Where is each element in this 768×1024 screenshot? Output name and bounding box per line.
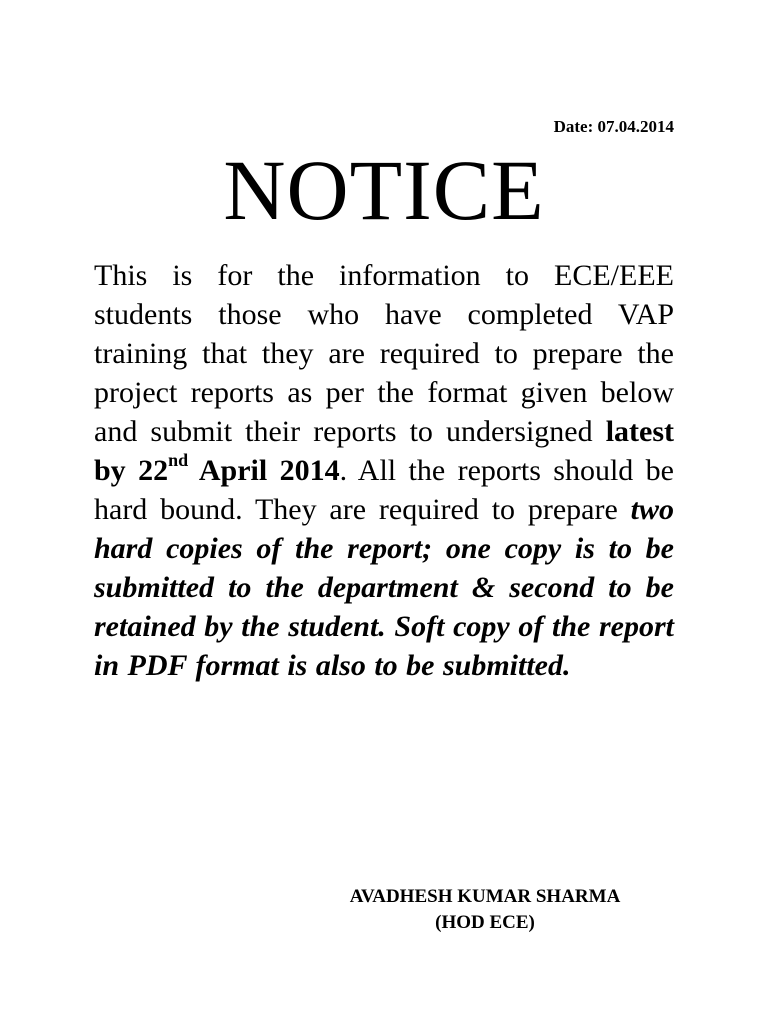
- deadline-month: April 2014: [198, 454, 340, 487]
- body-middle: . All the reports should be hard bound. They are required to prepare: [94, 454, 674, 526]
- signatory-designation: (HOD ECE): [435, 912, 535, 933]
- notice-date: Date: 07.04.2014: [553, 117, 674, 136]
- deadline-ordinal-suffix: nd: [168, 450, 189, 470]
- deadline-prefix: latest by 22: [94, 415, 674, 487]
- body-intro: This is for the information to ECE/EEE students those who have completed VAP training that they are required to prepare the project reports as per the format given below and submit their reports to undersigned: [94, 259, 674, 448]
- signature-block: [300, 884, 670, 936]
- notice-body: [94, 256, 674, 685]
- body-instructions: two hard copies of the report; one copy is to be submitted to the department & second to be retained by the student. Soft copy of the report in PDF format is also to be submitted.: [94, 493, 674, 682]
- signatory-name: AVADHESH KUMAR SHARMA: [349, 886, 621, 907]
- notice-title: NOTICE: [223, 142, 545, 238]
